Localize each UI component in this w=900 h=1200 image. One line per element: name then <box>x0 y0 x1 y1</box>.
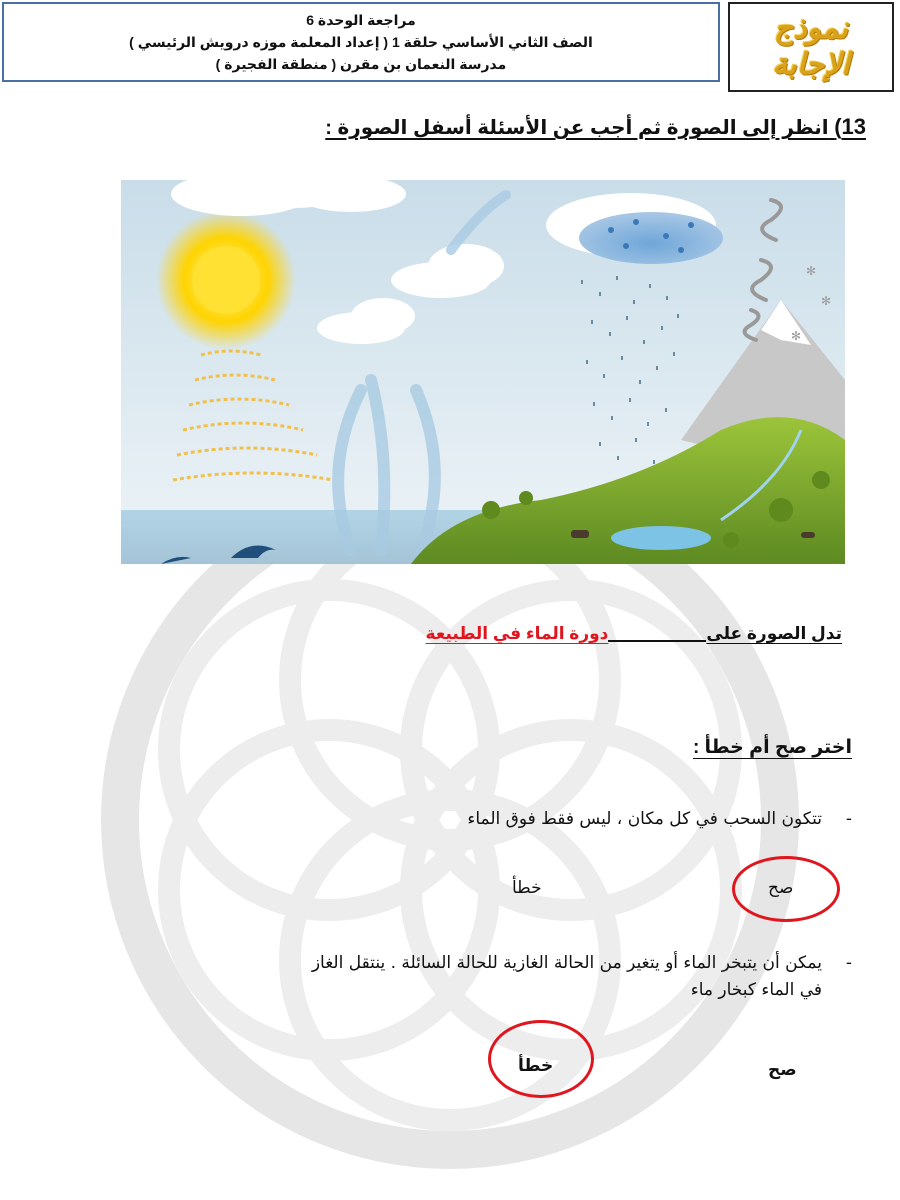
statement-2-option-false[interactable]: خطأ <box>518 1056 554 1076</box>
statement-1-option-true[interactable]: صح <box>768 878 794 898</box>
fill-in-blank <box>608 639 706 642</box>
fill-in-answer: دورة الماء في الطبيعة <box>425 624 609 643</box>
lake-icon <box>611 526 711 550</box>
statement-2-dash: - <box>845 953 852 973</box>
school-name-line: مدرسة النعمان بن مقرن ( منطقة الفجيرة ) <box>215 56 507 72</box>
statement-1-answer-circle <box>732 856 840 922</box>
statement-1 <box>467 806 852 833</box>
question-title <box>325 114 866 140</box>
statement-2-text-line2: في الماء كبخار ماء <box>690 980 822 1000</box>
fill-in-line <box>426 624 842 644</box>
statement-2-option-true[interactable]: صح <box>768 1060 797 1080</box>
water-cycle-icon <box>121 180 845 564</box>
badge-line-1: نموذج <box>774 11 848 46</box>
svg-text:✻: ✻ <box>791 329 802 343</box>
statement-2-text-line1: يمكن أن يتبخر الماء أو يتغير من الحالة الغازية للحالة السائلة . ينتقل الغاز <box>311 953 822 973</box>
statement-1-option-false[interactable]: خطأ <box>512 878 542 898</box>
svg-text:✻: ✻ <box>806 264 817 278</box>
answer-key-badge <box>728 2 894 92</box>
statement-2-answer-circle <box>488 1020 594 1098</box>
fill-in-label: تدل الصورة على <box>706 624 842 643</box>
true-false-title: اختر صح أم خطأ : <box>692 737 852 758</box>
statement-1-dash: - <box>845 809 852 829</box>
question-number: 13) <box>834 114 866 139</box>
svg-text:✻: ✻ <box>821 294 832 308</box>
water-cycle-illustration <box>121 180 845 564</box>
header-info-box <box>2 2 720 82</box>
question-text: انظر إلى الصورة ثم أجب عن الأسئلة أسفل الصورة : <box>325 117 829 139</box>
badge-line-2: الإجابة <box>772 47 850 82</box>
statement-2 <box>92 950 852 1004</box>
unit-review-title: مراجعة الوحدة 6 <box>306 12 416 28</box>
grade-teacher-line: الصف الثاني الأساسي حلقة 1 ( إعداد المعلمة موزه درويش الرئيسي ) <box>129 34 593 50</box>
statement-1-text: تتكون السحب في كل مكان ، ليس فقط فوق الماء <box>467 809 822 829</box>
